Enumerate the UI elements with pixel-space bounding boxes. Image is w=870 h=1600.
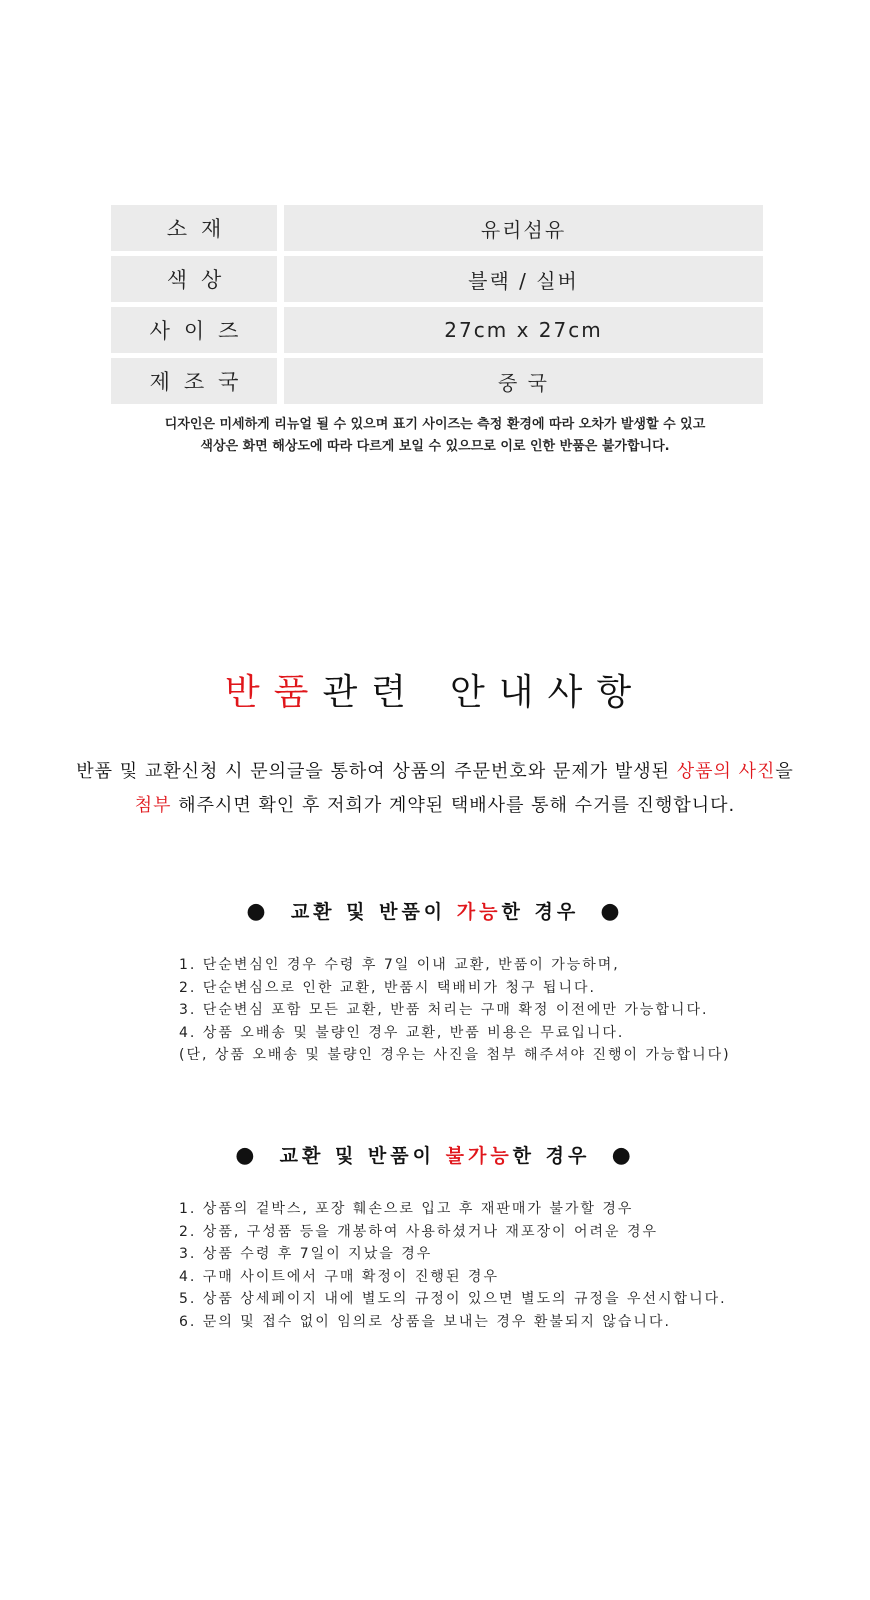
- spec-label: 소재: [111, 205, 277, 251]
- list-item: 2. 단순변심으로 인한 교환, 반품시 택배비가 청구 됩니다.: [179, 979, 596, 996]
- spec-label: 색상: [111, 256, 277, 302]
- spec-value: 27cm x 27cm: [284, 307, 763, 353]
- heading-highlight: 불가능: [445, 1145, 513, 1167]
- heading-text: 한 경우: [512, 1145, 591, 1167]
- spec-label: 사이즈: [111, 307, 277, 353]
- list-item: 1. 상품의 겉박스, 포장 훼손으로 입고 후 재판매가 불가할 경우: [179, 1201, 634, 1217]
- heading-text: 교환 및 반품이: [279, 1145, 446, 1167]
- intro-text: 해주시면 확인 후 저희가 계약된 택배사를 통해 수거를 진행합니다.: [171, 795, 736, 816]
- spec-value: 유리섬유: [284, 205, 763, 251]
- impossible-list: [179, 1198, 727, 1333]
- intro-highlight: 상품의 사진: [676, 761, 776, 782]
- spec-label: 제조국: [111, 358, 277, 404]
- spec-table: [111, 205, 763, 409]
- list-item: (단, 상품 오배송 및 불량인 경우는 사진을 첨부 해주셔야 진행이 가능합니다): [179, 1047, 731, 1063]
- spec-note-line: 색상은 화면 해상도에 따라 다르게 보일 수 있으므로 이로 인한 반품은 불가합니다.: [200, 439, 670, 454]
- heading-highlight: 가능: [456, 901, 502, 923]
- bullet-icon: ●: [235, 1143, 259, 1168]
- intro-line: [0, 755, 870, 789]
- title-text: 안내사항: [450, 672, 646, 713]
- heading-text: 한 경우: [501, 901, 580, 923]
- list-item: 4. 구매 사이트에서 구매 확정이 진행된 경우: [179, 1268, 499, 1285]
- spec-value: 블랙 / 실버: [284, 256, 763, 302]
- possible-section-heading: [0, 897, 870, 924]
- intro-line: [0, 789, 870, 823]
- heading-text: 교환 및 반품이: [290, 901, 457, 923]
- return-guide-title: [0, 664, 870, 715]
- spec-row-color: [111, 256, 763, 302]
- list-item: 4. 상품 오배송 및 불량인 경우 교환, 반품 비용은 무료입니다.: [179, 1024, 625, 1041]
- spec-row-size: [111, 307, 763, 353]
- list-item: 3. 단순변심 포함 모든 교환, 반품 처리는 구매 확정 이전에만 가능합니다.: [179, 1002, 709, 1018]
- bullet-icon: ●: [246, 899, 270, 924]
- intro-highlight: 첨부: [134, 795, 172, 816]
- list-item: 6. 문의 및 접수 없이 임의로 상품을 보내는 경우 환불되지 않습니다.: [179, 1313, 671, 1330]
- list-item: 5. 상품 상세페이지 내에 별도의 규정이 있으면 별도의 규정을 우선시합니다.: [179, 1291, 727, 1307]
- spec-value: 중 국: [284, 358, 763, 404]
- bullet-icon: ●: [600, 899, 624, 924]
- spec-row-material: [111, 205, 763, 251]
- impossible-section-heading: [0, 1141, 870, 1168]
- spec-note-line: 디자인은 미세하게 리뉴얼 될 수 있으며 표기 사이즈는 측정 환경에 따라 오차가 발생할 수 있고: [164, 417, 706, 432]
- list-item: 2. 상품, 구성품 등을 개봉하여 사용하셨거나 재포장이 어려운 경우: [179, 1223, 659, 1240]
- bullet-icon: ●: [611, 1143, 635, 1168]
- intro-text: 을: [775, 761, 794, 782]
- list-item: 3. 상품 수령 후 7일이 지났을 경우: [179, 1246, 433, 1262]
- title-text: 관련: [322, 672, 420, 713]
- possible-list: [179, 954, 731, 1067]
- title-red-text: 반품: [224, 672, 323, 713]
- spec-note: [0, 414, 870, 458]
- return-intro: [0, 755, 870, 823]
- intro-text: 반품 및 교환신청 시 문의글을 통하여 상품의 주문번호와 문제가 발생된: [76, 761, 677, 782]
- list-item: 1. 단순변심인 경우 수령 후 7일 이내 교환, 반품이 가능하며,: [179, 957, 620, 973]
- spec-row-origin: [111, 358, 763, 404]
